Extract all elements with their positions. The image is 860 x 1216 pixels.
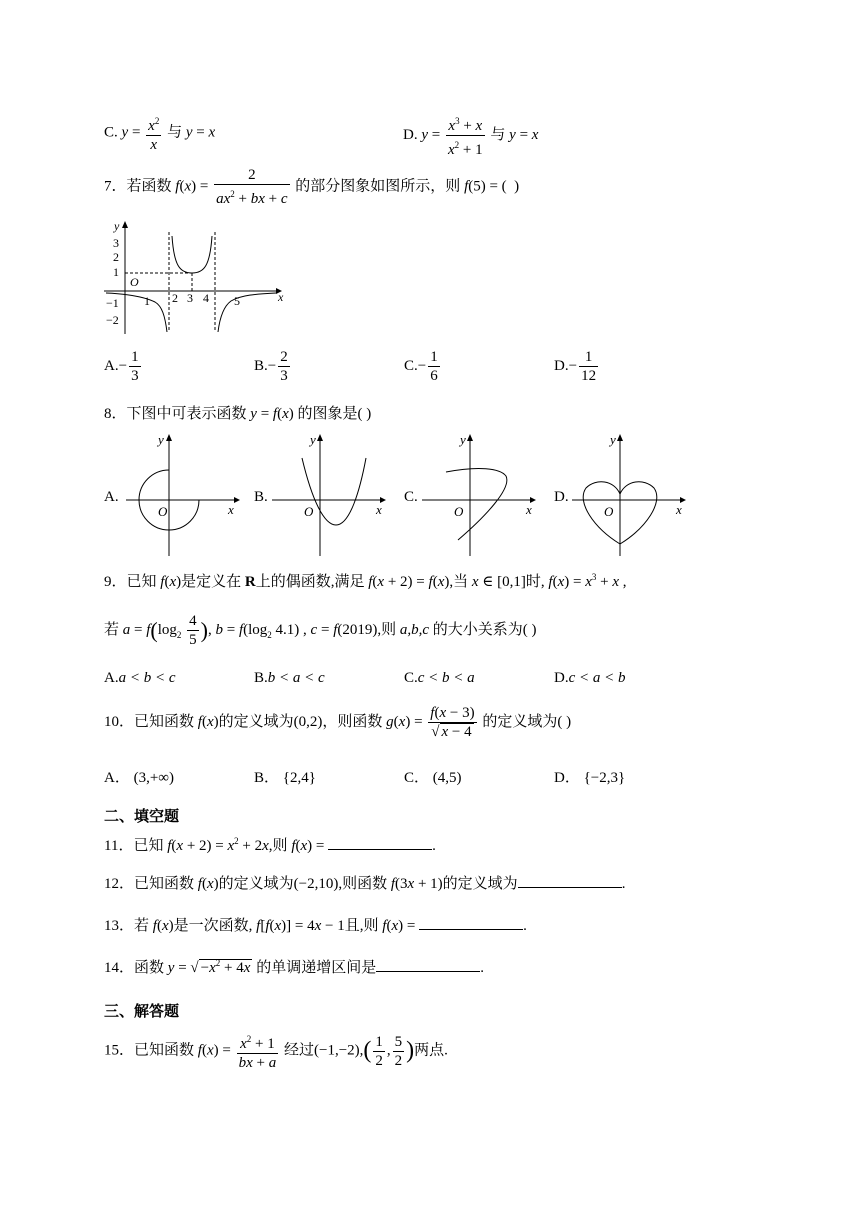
fraction: $\frac{1}{12}$ — [581, 349, 597, 384]
fraction: $\frac{1}{3}$ — [131, 349, 139, 384]
q7-stem: 7．若函数 f(x) = $\frac{2}{ax^2 + bx + c}$ 的部分图象如图所示，则 f(5) = ( ) — [104, 167, 520, 207]
svg-text:O: O — [130, 275, 139, 289]
svg-text:1: 1 — [144, 294, 150, 308]
fraction: $\frac{1}{2}$ — [375, 1033, 383, 1069]
svg-text:x: x — [228, 502, 234, 517]
q9-line2: 若 $a = f(\log_2$ $\frac{4}{5}$ ), $b = f(\log_2$ 4.1) , c = f(2019),则 a,b,c 的大小关系为( ) — [104, 613, 537, 648]
q9-option-d[interactable]: D.c < a < b — [554, 670, 626, 686]
q8-option-d-label[interactable]: D. — [554, 489, 569, 505]
q10-option-c[interactable]: C． (4,5) — [404, 770, 462, 786]
fraction: $\frac{x^2 + 1}{bx + a}$ — [237, 1030, 279, 1072]
section-solution-title: 三、解答题 — [104, 1002, 180, 1020]
q8-graph-d[interactable] — [568, 430, 694, 558]
q13: 13．若 f(x)是一次函数, f[f(x)] = 4x − 1且,则 f(x) = . — [104, 914, 527, 935]
svg-text:4: 4 — [203, 291, 209, 305]
q10-option-a[interactable]: A． (3,+∞) — [104, 770, 174, 786]
fraction: $\frac{x^2}{x}$ — [146, 112, 161, 154]
answer-blank[interactable] — [419, 915, 523, 930]
q14: 14．函数 y = √ $-x^2 + 4x$ 的单调递增区间是 . — [104, 958, 484, 976]
q8-graph-a[interactable] — [118, 430, 244, 558]
q8-option-b-label[interactable]: B. — [254, 489, 268, 505]
svg-text:−2: −2 — [106, 313, 119, 327]
q8-graph-b[interactable] — [268, 430, 394, 558]
svg-text:3: 3 — [113, 236, 119, 250]
q15: 15．已知函数 f(x) = $\frac{x^2 + 1}{bx + a}$ 经过(−1,−2),( $\frac{1}{2}$ , $\frac{5}{2}$ )两点. — [104, 1030, 448, 1072]
svg-text:y: y — [114, 219, 120, 233]
curve-right — [218, 293, 276, 332]
q9-option-c[interactable]: C.c < b < a — [404, 670, 475, 686]
q8-stem: 8．下图中可表示函数 y = f(x) 的图象是( ) — [104, 406, 372, 422]
q8-graph-c[interactable] — [418, 430, 544, 558]
svg-text:2: 2 — [113, 250, 119, 264]
q10-option-b[interactable]: B． {2,4} — [254, 770, 316, 786]
q9-option-b[interactable]: B.b < a < c — [254, 670, 325, 686]
fraction: $\frac{f(x - 3)}{√ x - 4}$ — [430, 705, 475, 740]
q9-option-a[interactable]: A.a < b < c — [104, 670, 176, 686]
svg-text:5: 5 — [234, 294, 240, 308]
answer-blank[interactable] — [376, 957, 480, 972]
fraction: $\frac{1}{6}$ — [430, 349, 438, 384]
y-axis-arrow — [122, 221, 128, 228]
svg-text:x: x — [676, 502, 682, 517]
svg-text:y: y — [310, 432, 316, 447]
q10-option-d[interactable]: D． {−2,3} — [554, 770, 626, 786]
q7-graph — [100, 218, 285, 336]
svg-text:−1: −1 — [106, 296, 119, 310]
answer-blank[interactable] — [518, 873, 622, 888]
svg-text:3: 3 — [187, 291, 193, 305]
fraction: $\frac{2}{3}$ — [280, 349, 288, 384]
q7-option-c[interactable]: C.− $\frac{1}{6}$ — [404, 349, 438, 384]
q7-option-d[interactable]: D.− $\frac{1}{12}$ — [554, 349, 597, 384]
section-fill-in-title: 二、填空题 — [104, 807, 180, 825]
fraction: $\frac{5}{2}$ — [394, 1033, 403, 1069]
svg-text:O: O — [454, 504, 464, 519]
q6-option-d[interactable]: D. y = $\frac{x^3 + x}{x^2 + 1}$ 与 y = x — [403, 112, 538, 159]
option-label: C. — [104, 124, 118, 141]
svg-text:2: 2 — [172, 291, 178, 305]
svg-text:O: O — [604, 504, 614, 519]
q6-option-c[interactable]: C. y = $\frac{x^2}{x}$ 与 y = x — [104, 112, 215, 154]
q12: 12．已知函数 f(x)的定义域为(−2,10),则函数 f(3x + 1)的定义域为 . — [104, 872, 625, 893]
q8-option-c-label[interactable]: C. — [404, 489, 418, 505]
answer-blank[interactable] — [328, 835, 432, 850]
option-label: D. — [403, 126, 418, 143]
q8-option-a-label[interactable]: A. — [104, 489, 119, 505]
svg-text:1: 1 — [113, 265, 119, 279]
fraction: $\frac{x^3 + x}{x^2 + 1}$ — [446, 112, 485, 159]
q7-option-b[interactable]: B.− $\frac{2}{3}$ — [254, 349, 288, 384]
svg-text:y: y — [158, 432, 164, 447]
svg-text:y: y — [460, 432, 466, 447]
svg-text:x: x — [376, 502, 382, 517]
curve-middle — [172, 236, 212, 273]
svg-text:x: x — [526, 502, 532, 517]
svg-text:O: O — [158, 504, 168, 519]
fraction: $\frac{4}{5}$ — [189, 613, 197, 648]
q9-line1: 9．已知 f(x)是定义在 R上的偶函数,满足 f(x + 2) = f(x),当 x ∈ [0,1]时, $f(x) = x^3 + x$ , — [104, 572, 627, 590]
q7-option-a[interactable]: A.− $\frac{1}{3}$ — [104, 349, 139, 384]
svg-text:y: y — [610, 432, 616, 447]
q10-stem: 10．已知函数 f(x)的定义域为(0,2)，则函数 g(x) = $\frac{f(x - 3)}{√ x - 4}$ 的定义域为( ) — [104, 705, 572, 740]
q11: 11．已知 $f(x + 2) = x^2 + 2x$,则 f(x) = . — [104, 836, 436, 854]
fraction: $\frac{2}{ax^2 + bx + c}$ — [216, 167, 288, 207]
svg-text:x: x — [278, 290, 284, 304]
svg-text:O: O — [304, 504, 314, 519]
